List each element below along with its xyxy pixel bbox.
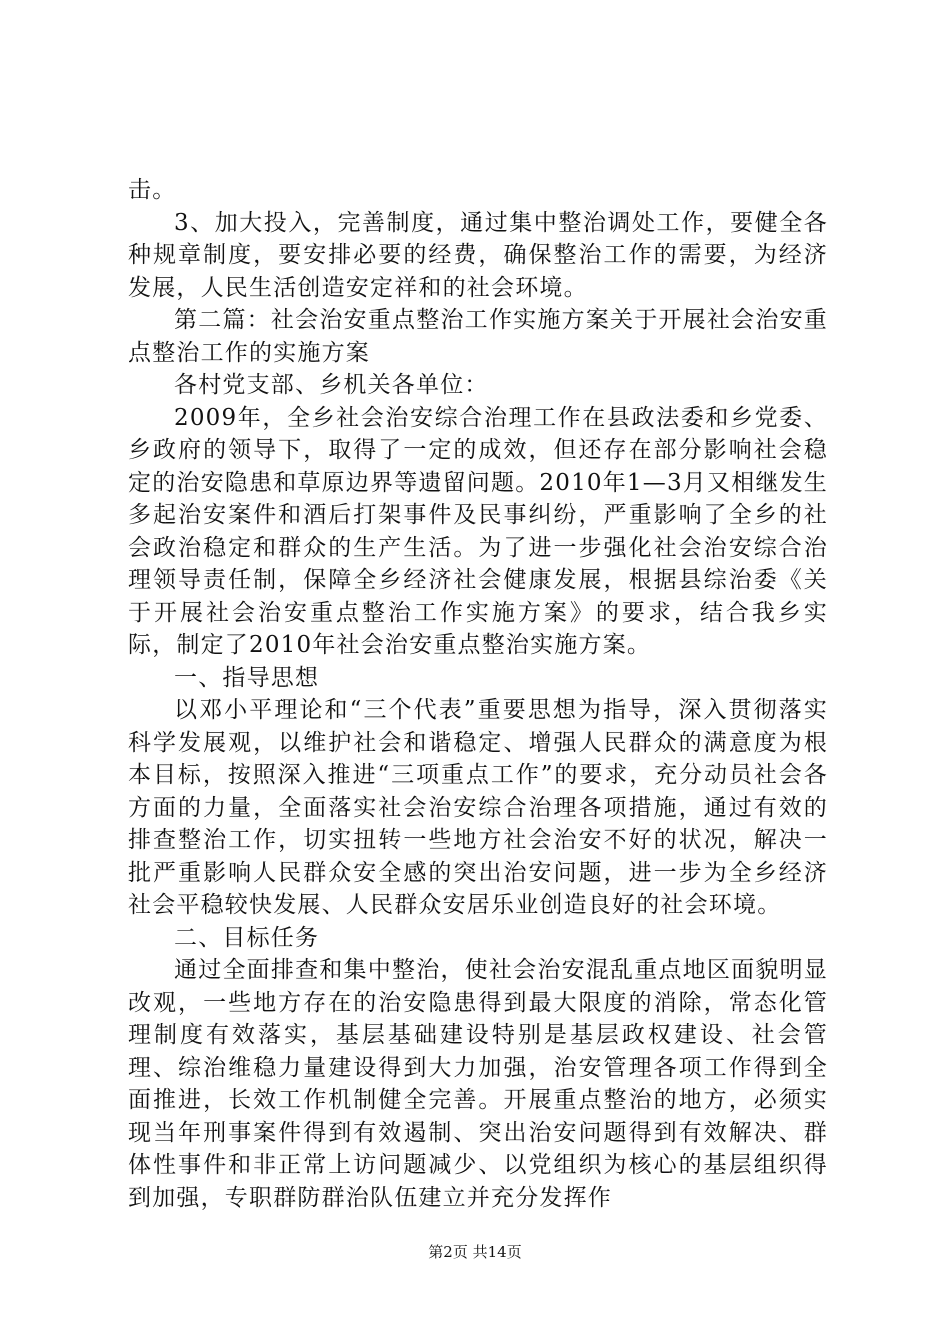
heading-goals-tasks: 二、目标任务 <box>174 924 320 951</box>
heading-guiding-ideology: 一、指导思想 <box>174 664 320 691</box>
paragraph-background: 2009年，全乡社会治安综合治理工作在县政法委和乡党委、乡政府的领导下，取得了一定的成效，但还存在部分影响社会稳定的治安隐患和草原边界等遗留问题。2010年1—3月又相继发生多起治安案件和酒后打架事件及民事纠纷，严重影响了全乡的社会政治稳定和群众的生产生活。为了进一步强化社会治安综合治理领导责任制，保障全乡经济社会健康发展，根据县综治委《关于开展社会治安重点整治工作实施方案》的要求，结合我乡实际，制定了2010年社会治安重点整治实施方案。 <box>128 404 828 658</box>
paragraph-item-3: 3、加大投入，完善制度，通过集中整治调处工作，要健全各种规章制度，要安排必要的经费，确保整治工作的需要，为经济发展，人民生活创造安定祥和的社会环境。 <box>128 209 828 301</box>
document-body <box>128 174 828 1214</box>
paragraph-continuation: 击。 <box>128 177 177 203</box>
paragraph-guiding-ideology: 以邓小平理论和“三个代表”重要思想为指导，深入贯彻落实科学发展观，以维护社会和谐稳定、增强人民群众的满意度为根本目标，按照深入推进“三项重点工作”的要求，充分动员社会各方面的力量，全面落实社会治安综合治理各项措施，通过有效的排查整治工作，切实扭转一些地方社会治安不好的状况，解决一批严重影响人民群众安全感的突出治安问题，进一步为全乡经济社会平稳较快发展、人民群众安居乐业创造良好的社会环境。 <box>128 697 828 918</box>
paragraph-goals-tasks: 通过全面排查和集中整治，使社会治安混乱重点地区面貌明显改观，一些地方存在的治安隐患得到最大限度的消除，常态化管理制度有效落实，基层基础建设特别是基层政权建设、社会管理、综治维稳力量建设得到大力加强，治安管理各项工作得到全面推进，长效工作机制健全完善。开展重点整治的地方，必须实现当年刑事案件得到有效遏制、突出治安问题得到有效解决、群体性事件和非正常上访问题减少、以党组织为核心的基层组织得到加强，专职群防群治队伍建立并充分发挥作 <box>128 957 828 1211</box>
section-title-part-two: 第二篇：社会治安重点整治工作实施方案关于开展社会治安重点整治工作的实施方案 <box>128 307 828 366</box>
page-number-footer: 第2页 共14页 <box>428 1243 522 1261</box>
salutation: 各村党支部、乡机关各单位： <box>174 372 489 398</box>
